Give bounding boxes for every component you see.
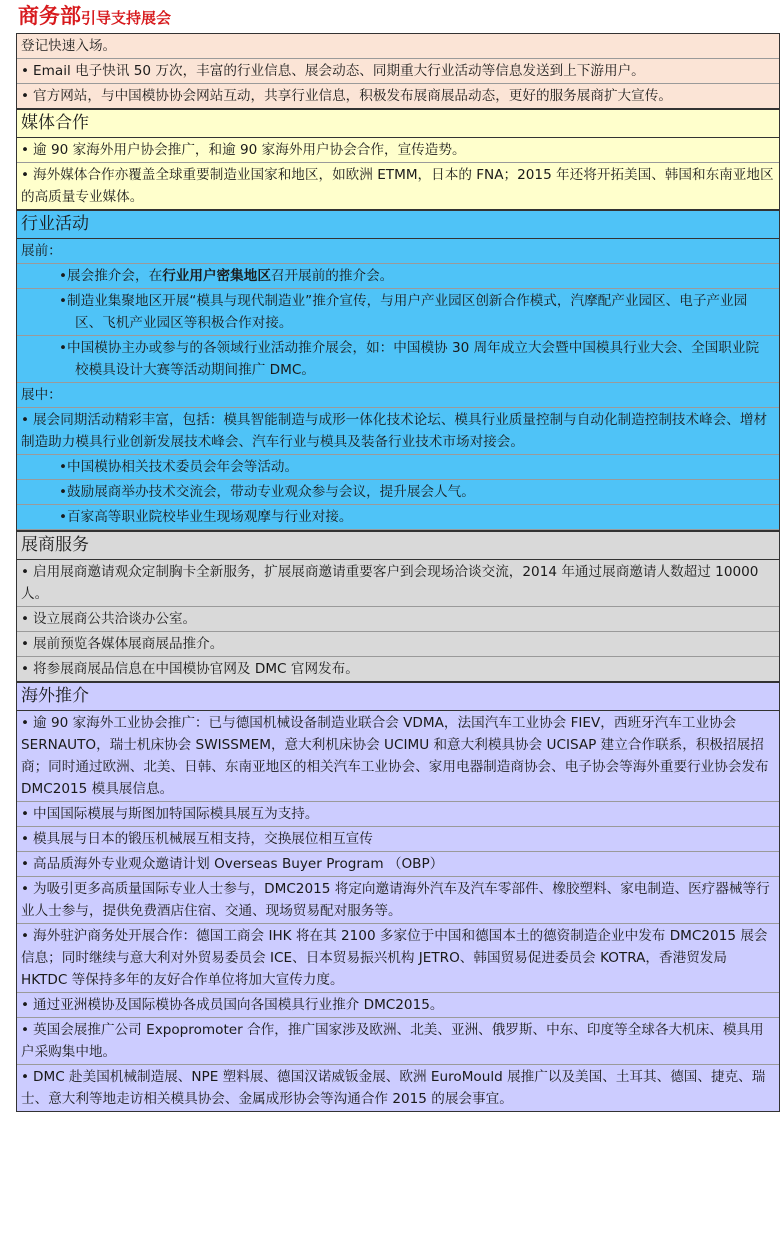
list-item: • 展前预览各媒体展商展品推介。	[17, 632, 779, 657]
list-item: • 通过亚洲模协及国际模协各成员国向各国模具行业推介 DMC2015。	[17, 993, 779, 1018]
list-item: • 展会同期活动精彩丰富，包括：模具智能制造与成形一体化技术论坛、模具行业质量控制与自动化制造控制技术峰会、增材制造助力模具行业创新发展技术峰会、汽车行业与模具及装备行业技术市场对接会。	[17, 408, 779, 455]
section-heading: 行业活动	[17, 210, 779, 239]
list-item: • 将参展商展品信息在中国模协官网及 DMC 官网发布。	[21, 661, 359, 677]
list-item: • 为吸引更多高质量国际专业人士参与，DMC2015 将定向邀请海外汽车及汽车零部件、橡胶塑料、家电制造、医疗器械等行业人士参与，提供免费酒店住宿、交通、现场贸易配对服务等。	[17, 877, 779, 924]
list-item: • DMC 赴美国机械制造展、NPE 塑料展、德国汉诺威钣金展、欧洲 EuroMould 展推广以及美国、土耳其、德国、捷克、瑞士、意大利等地走访相关模具协会、金属成形协会等沟通合作 2015 的展会事宜。	[21, 1069, 766, 1107]
list-item: •展会推介会，在行业用户密集地区召开展前的推介会。	[17, 264, 779, 289]
mid-show-label: 展中：	[17, 383, 779, 408]
list-item: •百家高等职业院校毕业生现场观摩与行业对接。	[17, 505, 779, 530]
list-item: • 设立展商公共洽谈办公室。	[17, 607, 779, 632]
list-item: • 中国国际模展与斯图加特国际模具展互为支持。	[17, 802, 779, 827]
pre-show-label: 展前：	[17, 239, 779, 264]
list-item: •中国模协相关技术委员会年会等活动。	[17, 455, 779, 480]
section-events	[16, 210, 780, 531]
list-item: • 高品质海外专业观众邀请计划 Overseas Buyer Program （OBP）	[17, 852, 779, 877]
list-item: • 英国会展推广公司 Expopromoter 合作，推广国家涉及欧洲、北美、亚洲、俄罗斯、中东、印度等全球各大机床、模具用户采购集中地。	[17, 1018, 779, 1065]
list-item: • 官方网站，与中国模协协会网站互动，共享行业信息，积极发布展商展品动态，更好的服务展商扩大宣传。	[21, 88, 672, 104]
section-overseas	[16, 682, 780, 1112]
title-main: 商务部	[18, 4, 81, 28]
section-heading: 展商服务	[17, 531, 779, 560]
list-item: •中国模协主办或参与的各领域行业活动推介展会，如：中国模协 30 周年成立大会暨中国模具行业大会、全国职业院校模具设计大赛等活动期间推广 DMC。	[17, 336, 779, 383]
list-item: • 逾 90 家海外用户协会推广，和逾 90 家海外用户协会合作，宣传造势。	[17, 138, 779, 163]
page-title	[0, 0, 780, 33]
list-item: • 启用展商邀请观众定制胸卡全新服务，扩展展商邀请重要客户到会现场洽谈交流，2014 年通过展商邀请人数超过 10000 人。	[17, 560, 779, 607]
section-service	[16, 531, 780, 682]
list-item: • 海外驻沪商务处开展合作：德国工商会 IHK 将在其 2100 多家位于中国和德国本土的德资制造企业中发布 DMC2015 展会信息；同时继续与意大利对外贸易委员会 ICE、日本贸易振兴机构 JETRO、韩国贸易促进委员会 KOTRA，香港贸发局 HKTDC 等保持多年的友好合作单位将加大宣传力度。	[17, 924, 779, 993]
list-item: • 模具展与日本的锻压机械展互相支持，交换展位相互宣传	[17, 827, 779, 852]
list-item: • Email 电子快讯 50 万次，丰富的行业信息、展会动态、同期重大行业活动等信息发送到上下游用户。	[17, 59, 779, 84]
list-item: 登记快速入场。	[17, 34, 779, 59]
section-heading: 海外推介	[17, 682, 779, 711]
section-media	[16, 109, 780, 210]
list-item: •制造业集聚地区开展“模具与现代制造业”推介宣传，与用户产业园区创新合作模式，汽摩配产业园区、电子产业园区、飞机产业园区等积极合作对接。	[17, 289, 779, 336]
section-intro	[16, 33, 780, 109]
title-sub: 引导支持展会	[81, 9, 172, 27]
list-item: • 海外媒体合作亦覆盖全球重要制造业国家和地区，如欧洲 ETMM，日本的 FNA；2015 年还将开拓美国、韩国和东南亚地区的高质量专业媒体。	[21, 167, 774, 205]
list-item: •鼓励展商举办技术交流会，带动专业观众参与会议，提升展会人气。	[17, 480, 779, 505]
highlight-text: 行业用户密集地区	[162, 268, 271, 284]
list-item: • 逾 90 家海外工业协会推广：已与德国机械设备制造业联合会 VDMA，法国汽车工业协会 FIEV，西班牙汽车工业协会 SERNAUTO，瑞士机床协会 SWISSMEM，意大利机床协会 UCIMU 和意大利模具协会 UCISAP 建立合作联系，积极招展招商；同时通过欧洲、北美、日韩、东南亚地区的相关汽车工业协会、家用电器制造商协会、电子协会等海外重要行业协会发布 DMC2015 模具展信息。	[17, 711, 779, 802]
section-heading: 媒体合作	[17, 109, 779, 138]
